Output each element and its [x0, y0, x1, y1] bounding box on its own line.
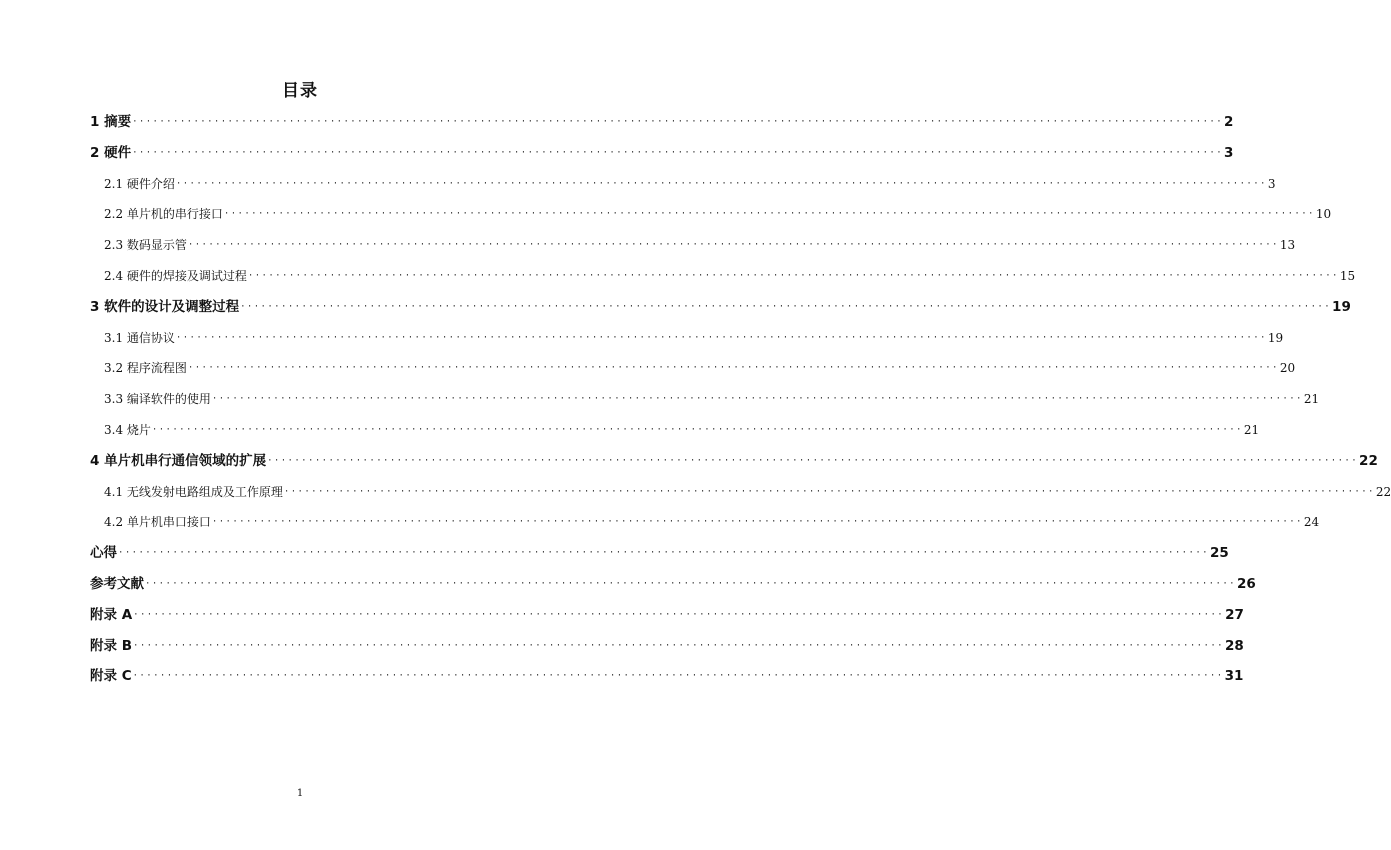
toc-entry-chapter[interactable]: [90, 635, 1244, 657]
toc-entry-label: 附录 B: [90, 637, 132, 654]
toc-entry-section[interactable]: [104, 481, 1391, 503]
toc-entry-label: 3.1 通信协议: [104, 330, 175, 345]
toc-entry-page-number: 10: [1315, 207, 1332, 222]
toc-dot-leader: ································································································································································: [211, 517, 1303, 528]
toc-entry-chapter[interactable]: [90, 296, 1351, 318]
toc-dot-leader: ································································································································································: [132, 147, 1224, 158]
toc-entry-section[interactable]: [104, 173, 1276, 195]
toc-entry-chapter[interactable]: [90, 111, 1234, 133]
toc-entry-section[interactable]: [104, 388, 1320, 410]
toc-dot-leader: ································································································································································: [175, 178, 1267, 189]
toc-entry-section[interactable]: [104, 327, 1284, 349]
page-title: 目录: [282, 81, 318, 101]
toc-entry-label: 3.4 烧片: [104, 423, 151, 437]
toc-dot-leader: ································································································································································: [267, 455, 1359, 466]
toc-dot-leader: ································································································································································: [247, 271, 1339, 281]
toc-entry-label: 3.3 编译软件的使用: [104, 392, 211, 407]
toc-entry-page-number: 15: [1339, 269, 1356, 283]
toc-entry-chapter[interactable]: [90, 542, 1229, 564]
toc-entry-page-number: 3: [1267, 176, 1276, 191]
toc-entry-label: 参考文献: [90, 576, 144, 592]
toc-dot-leader: ································································································································································: [151, 425, 1243, 435]
toc-entry-label: 1 摘要: [90, 114, 132, 130]
toc-entry-label: 3.2 程序流程图: [104, 361, 187, 376]
toc-dot-leader: ································································································································································: [240, 301, 1332, 312]
toc-entry-label: 3 软件的设计及调整过程: [90, 298, 240, 315]
toc-dot-leader: ································································································································································: [118, 548, 1209, 559]
toc-entry-section[interactable]: [104, 203, 1332, 225]
toc-entry-chapter[interactable]: [90, 450, 1378, 472]
toc-entry-label: 心得: [90, 545, 117, 562]
toc-entry-page-number: 25: [1209, 545, 1229, 562]
toc-entry-page-number: 19: [1332, 298, 1351, 315]
toc-entry-chapter[interactable]: [90, 142, 1234, 164]
toc-entry-page-number: 2: [1224, 114, 1234, 130]
toc-entry-page-number: 19: [1267, 330, 1284, 345]
toc-entry-section[interactable]: [104, 357, 1296, 379]
toc-entry-label: 2.1 硬件介绍: [104, 176, 175, 191]
toc-entry-section[interactable]: [104, 511, 1320, 533]
toc-entry-label: 2 硬件: [90, 144, 132, 161]
toc-entry-page-number: 22: [1359, 452, 1378, 469]
toc-dot-leader: ································································································································································: [132, 671, 1224, 682]
toc-entry-page-number: 20: [1279, 361, 1296, 376]
page-number: 1: [296, 788, 304, 799]
toc-entry-page-number: 27: [1225, 606, 1244, 623]
toc-dot-leader: ································································································································································: [223, 209, 1315, 220]
toc-entry-chapter[interactable]: [90, 573, 1256, 595]
toc-entry-label: 2.3 数码显示管: [104, 238, 187, 253]
toc-dot-leader: ································································································································································: [187, 240, 1279, 251]
toc-entry-label: 2.2 单片机的串行接口: [104, 207, 223, 222]
toc-entry-label: 4.2 单片机串口接口: [104, 515, 211, 530]
toc-dot-leader: ································································································································································: [283, 486, 1375, 497]
toc-entry-page-number: 26: [1236, 576, 1256, 592]
toc-dot-leader: ································································································································································: [133, 640, 1224, 651]
toc-dot-leader: ································································································································································: [187, 363, 1279, 374]
toc-entry-page-number: 22: [1375, 484, 1391, 499]
toc-entry-page-number: 3: [1224, 144, 1234, 161]
toc-dot-leader: ································································································································································: [145, 579, 1236, 589]
toc-entry-section[interactable]: [104, 234, 1296, 256]
toc-entry-page-number: 13: [1279, 238, 1296, 253]
toc-entry-section[interactable]: [104, 419, 1260, 441]
toc-entry-label: 4 单片机串行通信领域的扩展: [90, 452, 267, 469]
toc-entry-page-number: 21: [1303, 392, 1320, 407]
toc-dot-leader: ································································································································································: [133, 609, 1225, 620]
toc-entry-page-number: 31: [1224, 668, 1244, 685]
toc-entry-section[interactable]: [104, 265, 1356, 287]
toc-entry-chapter[interactable]: [90, 665, 1244, 687]
toc-entry-page-number: 28: [1224, 637, 1244, 654]
toc-entry-label: 4.1 无线发射电路组成及工作原理: [104, 484, 283, 499]
toc-entry-label: 附录 A: [90, 606, 133, 623]
toc-entry-label: 2.4 硬件的焊接及调试过程: [104, 269, 247, 283]
toc-dot-leader: ································································································································································: [175, 332, 1267, 343]
toc-dot-leader: ································································································································································: [211, 394, 1303, 405]
toc-dot-leader: ································································································································································: [132, 117, 1224, 127]
toc-entry-label: 附录 C: [90, 668, 132, 685]
toc-entry-page-number: 21: [1243, 423, 1260, 437]
toc-entry-chapter[interactable]: [90, 604, 1244, 626]
toc-entry-page-number: 24: [1303, 515, 1320, 530]
